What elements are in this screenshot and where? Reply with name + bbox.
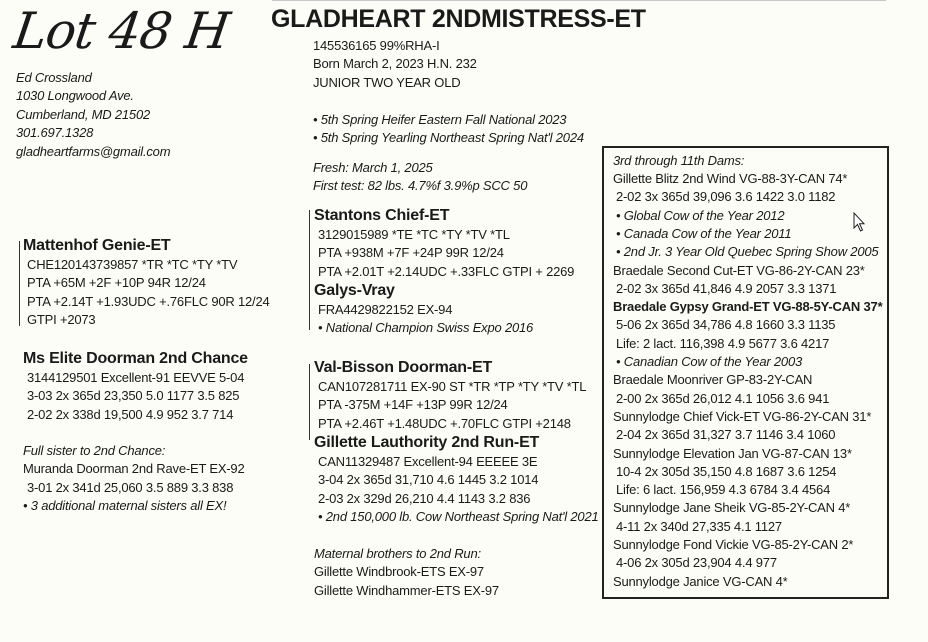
dam-dam-line: CAN11329487 Excellent-94 EEEEE 3E — [318, 454, 538, 469]
maternal-brothers-label: Maternal brothers to 2nd Run: — [314, 546, 481, 561]
top-rule — [272, 0, 886, 1]
sire-line: CHE120143739857 *TR *TC *TY *TV — [27, 257, 238, 272]
owner-street: 1030 Longwood Ave. — [16, 88, 134, 104]
ancestor-name: Braedale Moonriver GP-83-2Y-CAN — [613, 372, 813, 388]
dam-sire-line: PTA +2.46T +1.48UDC +.70FLC GTPI +2148 — [318, 415, 571, 431]
owner-email[interactable]: gladheartfarms@gmail.com — [16, 143, 171, 159]
dam-sire-bracket — [309, 364, 310, 440]
ancestor-record: 2-02 3x 365d 41,846 4.9 2057 3.3 1371 — [616, 280, 837, 296]
owner-city: Cumberland, MD 21502 — [16, 106, 151, 122]
ancestor-name: Braedale Gypsy Grand-ET VG-88-5Y-CAN 37* — [613, 299, 883, 315]
sire-dam-name: Galys-Vray — [314, 282, 395, 299]
ancestor-record: 4-06 2x 305d 23,904 4.4 977 — [616, 555, 777, 571]
ancestor-name: Braedale Second Cut-ET VG-86-2Y-CAN 23* — [613, 262, 865, 278]
dam-dam-line: 3-04 2x 365d 31,710 4.6 1445 3.2 1014 — [318, 472, 539, 488]
dam-dam-line: 2-03 2x 329d 26,210 4.4 1143 3.2 836 — [318, 490, 531, 506]
sire-name: Mattenhof Genie-ET — [23, 237, 171, 254]
dam-line: 3-03 2x 365d 23,350 5.0 1177 3.5 825 — [27, 388, 240, 404]
dam-line: 2-02 2x 338d 19,500 4.9 952 3.7 714 — [27, 406, 234, 422]
ancestor-record: 2-02 3x 365d 39,096 3.6 1422 3.0 1182 — [616, 189, 836, 205]
sire-line: PTA +65M +2F +10P 94R 12/24 — [27, 275, 206, 291]
sire-sire-line: 3129015989 *TE *TC *TY *TV *TL — [318, 227, 510, 242]
award-item: • 5th Spring Yearling Northeast Spring Nat'l 2024 — [313, 130, 584, 146]
fresh-info — [313, 159, 527, 196]
dam-dam-name: Gillette Lauthority 2nd Run-ET — [314, 434, 540, 451]
ancestor-record: 2-00 2x 365d 26,012 4.1 1056 3.6 941 — [616, 390, 830, 406]
brother-item: Gillette Windhammer-ETS EX-97 — [314, 582, 499, 598]
ancestor-award: • 2nd Jr. 3 Year Old Quebec Spring Show 2005 — [616, 244, 879, 260]
dams-box — [602, 146, 889, 599]
dam-dam-award: • 2nd 150,000 lb. Cow Northeast Spring Nat'l 2021 — [318, 509, 599, 525]
sire-dam-block — [314, 281, 533, 338]
ancestor-award: • Canadian Cow of the Year 2003 — [616, 354, 803, 369]
ancestor-name: Sunnylodge Fond Vickie VG-85-2Y-CAN 2* — [613, 537, 854, 552]
award-item: • 5th Spring Heifer Eastern Fall National 2023 — [313, 112, 567, 127]
dam-sire-block — [314, 358, 586, 433]
ancestor-name: Sunnylodge Jane Sheik VG-85-2Y-CAN 4* — [613, 500, 851, 516]
sire-sire-line: PTA +2.01T +2.14UDC +.33FLC GTPI + 2269 — [318, 263, 575, 279]
sire-line: GTPI +2073 — [27, 312, 96, 328]
sire-line: PTA +2.14T +1.93UDC +.76FLC 90R 12/24 — [27, 293, 270, 309]
ancestor-award: • Global Cow of the Year 2012 — [616, 207, 785, 223]
class-line: JUNIOR TWO YEAR OLD — [313, 74, 461, 90]
full-sister-block — [23, 442, 245, 516]
maternal-brothers-block — [314, 545, 499, 600]
dam-line: 3144129501 Excellent-91 EEVVE 5-04 — [27, 370, 245, 385]
ancestor-record: Life: 2 lact. 116,398 4.9 5677 3.6 4217 — [616, 335, 830, 351]
sire-dam-line: FRA4429822152 EX-94 — [318, 302, 453, 317]
first-test: First test: 82 lbs. 4.7%f 3.9%p SCC 50 — [313, 178, 528, 194]
sister-record: 3-01 2x 341d 25,060 3.5 889 3.3 838 — [27, 479, 234, 495]
ancestor-record: Life: 6 lact. 156,959 4.3 6784 3.4 4564 — [616, 482, 831, 498]
mouse-cursor-icon — [853, 212, 867, 234]
sire-sire-line: PTA +938M +7F +24P 99R 12/24 — [318, 245, 504, 261]
dam-sire-line: PTA -375M +14F +13P 99R 12/24 — [318, 397, 508, 413]
dam-block — [23, 349, 248, 424]
ancestor-record: 10-4 2x 305d 35,150 4.8 1687 3.6 1254 — [616, 463, 837, 479]
lot-number: Lot 48 H — [9, 2, 233, 60]
dam-sire-line: CAN107281711 EX-90 ST *TR *TP *TY *TV *TL — [318, 379, 587, 394]
owner-block — [16, 69, 170, 161]
birth-line: Born March 2, 2023 H.N. 232 — [313, 56, 477, 72]
full-sister-label: Full sister to 2nd Chance: — [23, 443, 166, 458]
sire-bracket — [19, 241, 20, 326]
dam-dam-block — [314, 433, 599, 527]
dams-box-heading: 3rd through 11th Dams: — [613, 153, 745, 168]
ancestor-name: Sunnylodge Chief Vick-ET VG-86-2Y-CAN 31* — [613, 408, 872, 424]
sire-sire-bracket — [309, 210, 310, 330]
sister-name: Muranda Doorman 2nd Rave-ET EX-92 — [23, 461, 245, 477]
ancestor-record: 2-04 2x 365d 31,327 3.7 1146 3.4 1060 — [616, 427, 836, 443]
ancestor-record: 4-11 2x 340d 27,335 4.1 1127 — [616, 518, 782, 534]
ancestor-name: Sunnylodge Janice VG-CAN 4* — [613, 573, 788, 589]
sire-block — [23, 236, 270, 330]
dam-name: Ms Elite Doorman 2nd Chance — [23, 350, 248, 367]
fresh-date: Fresh: March 1, 2025 — [313, 160, 433, 175]
sister-note: • 3 additional maternal sisters all EX! — [23, 498, 227, 514]
sire-dam-award: • National Champion Swiss Expo 2016 — [318, 320, 534, 336]
dam-sire-name: Val-Bisson Doorman-ET — [314, 359, 493, 376]
ancestor-record: 5-06 2x 365d 34,786 4.8 1660 3.3 1135 — [616, 317, 836, 333]
owner-phone: 301.697.1328 — [16, 125, 94, 141]
sire-sire-block — [314, 206, 574, 281]
registration-line: 145536165 99%RHA-I — [313, 38, 440, 53]
animal-name-title: GLADHEART 2NDMISTRESS-ET — [271, 5, 646, 33]
owner-name: Ed Crossland — [16, 70, 92, 85]
sire-sire-name: Stantons Chief-ET — [314, 207, 450, 224]
ancestor-award: • Canada Cow of the Year 2011 — [616, 225, 792, 241]
subject-info — [313, 37, 477, 92]
ancestor-name: Gillette Blitz 2nd Wind VG-88-3Y-CAN 74* — [613, 171, 848, 186]
ancestor-name: Sunnylodge Elevation Jan VG-87-CAN 13* — [613, 445, 852, 461]
brother-item: Gillette Windbrook-ETS EX-97 — [314, 564, 484, 580]
subject-awards — [313, 111, 584, 148]
